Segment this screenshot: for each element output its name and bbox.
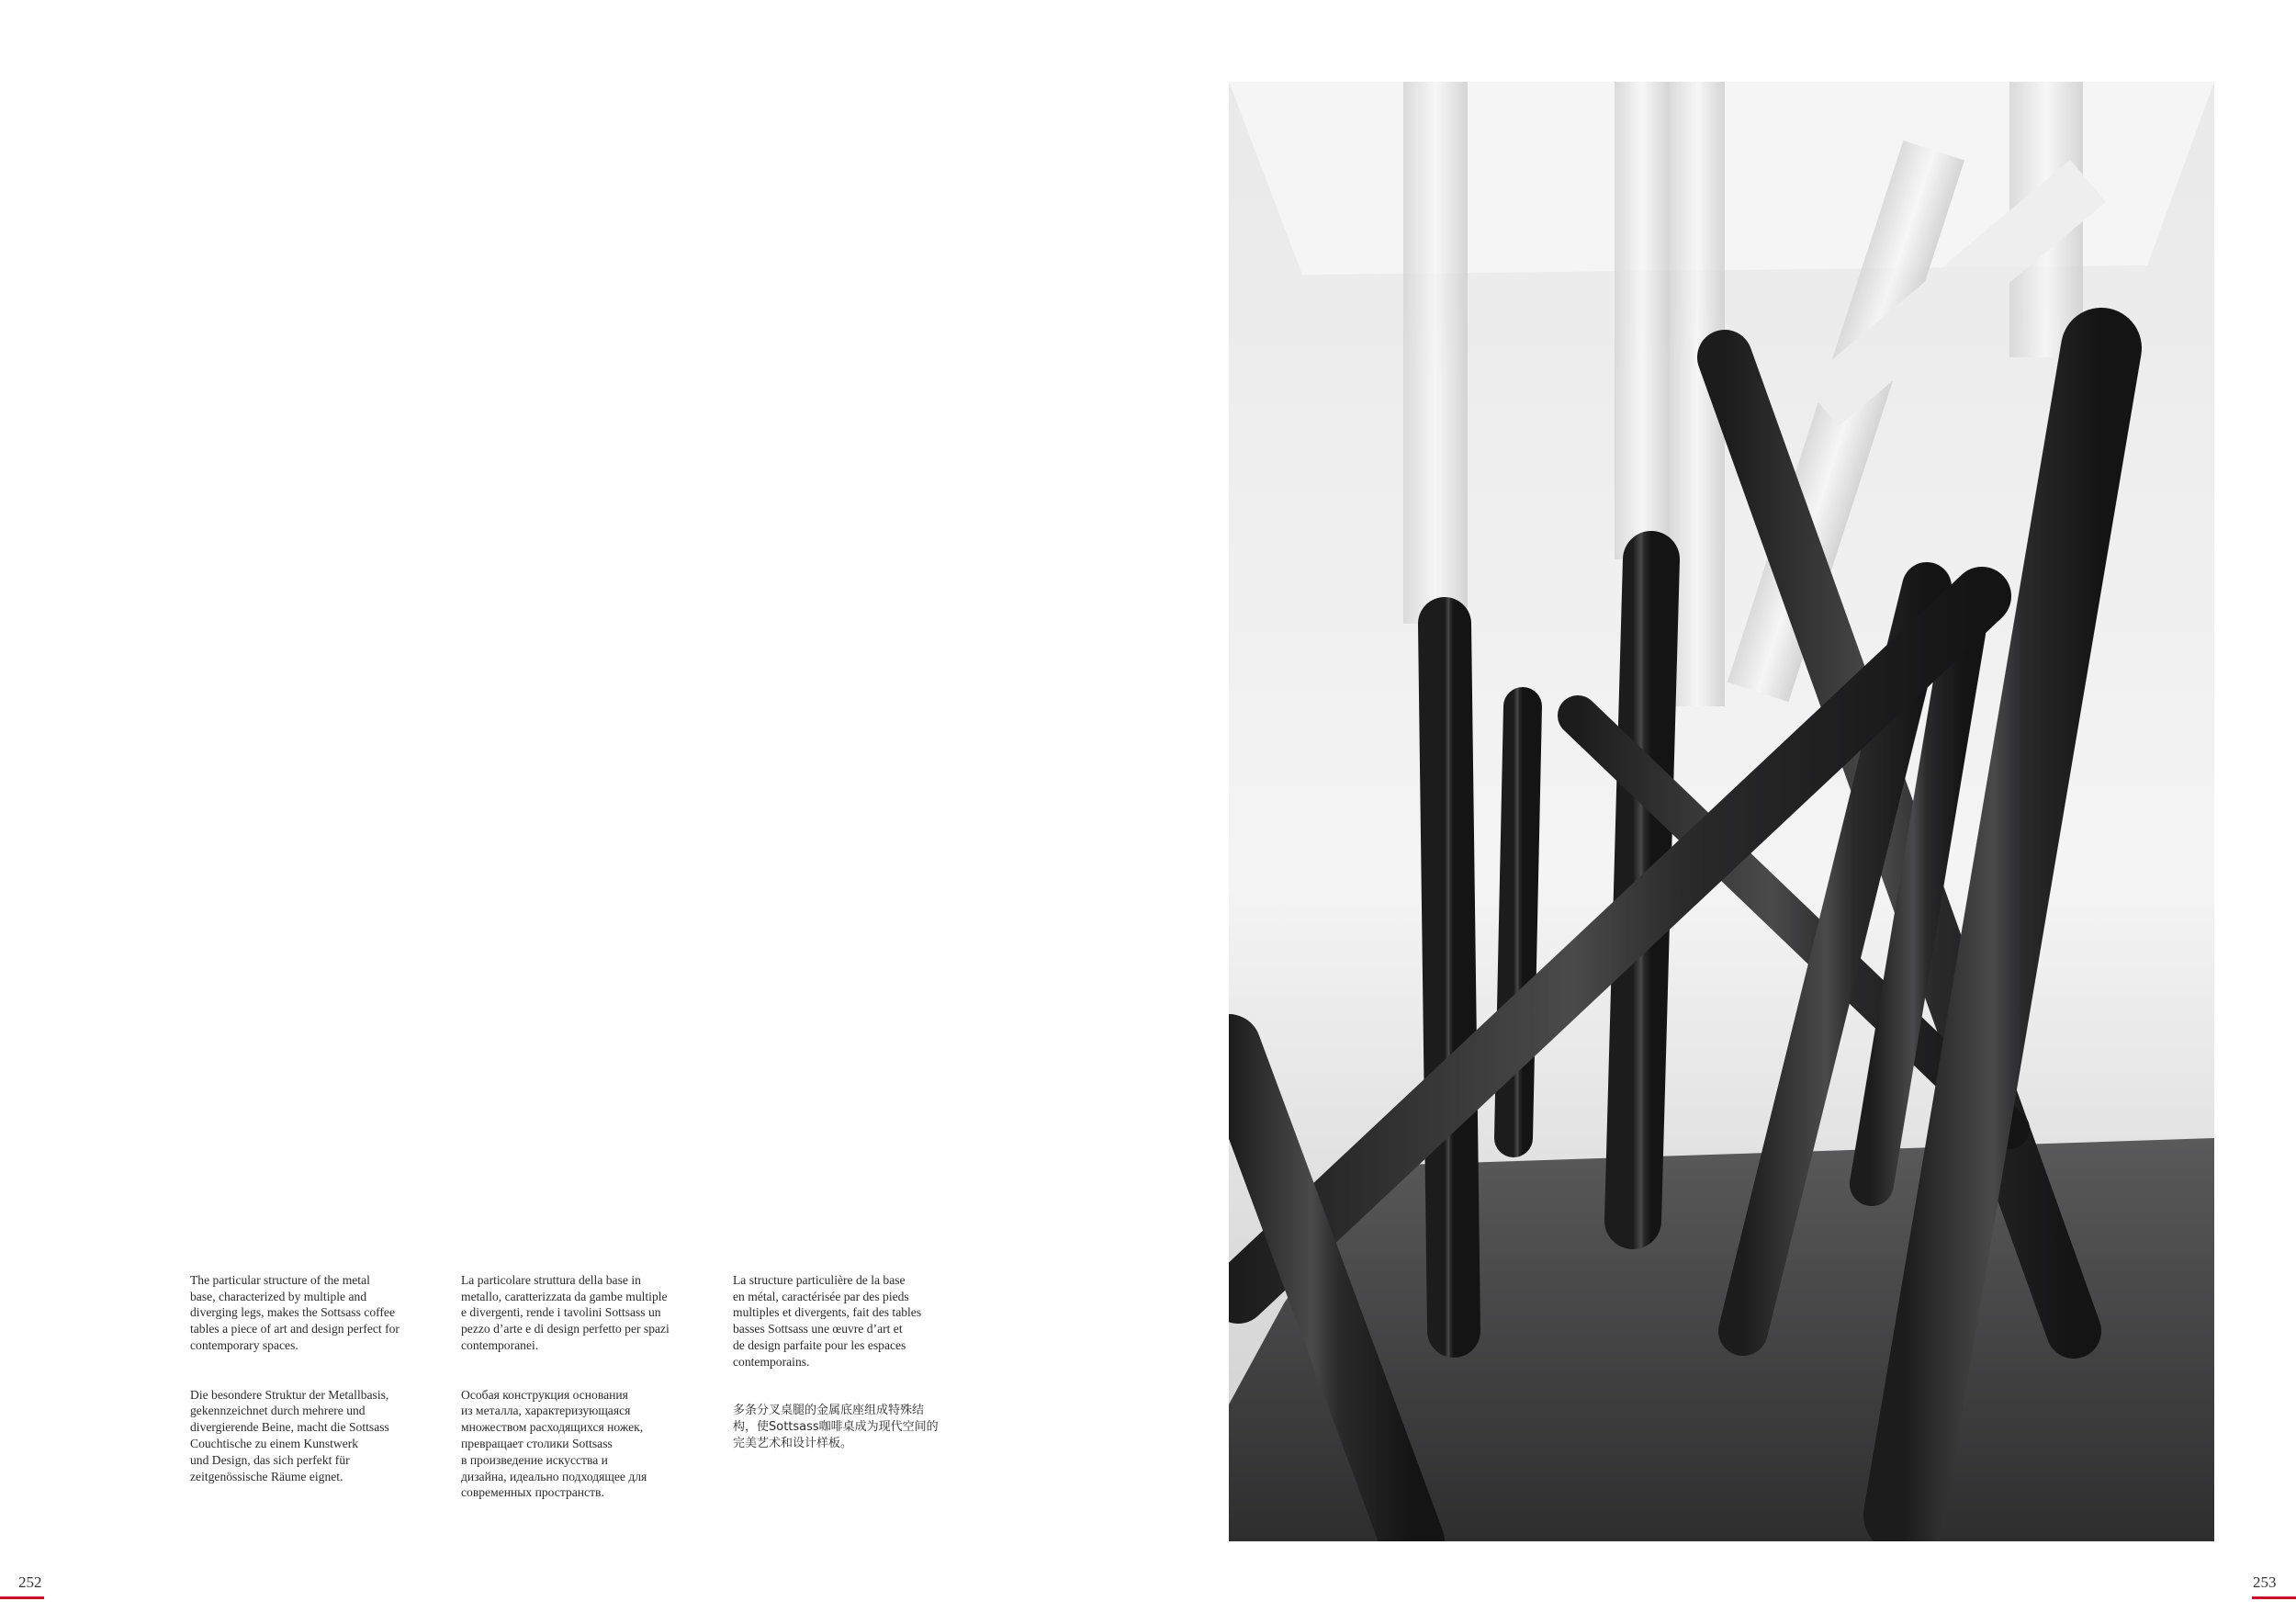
paragraph-french: La structure particulière de la base en métal, caractérisée par des pieds multiples et divergents, fait des tables basses Sottsass une œuvre d’art et de design parfaite pour les espaces contemporains. <box>733 1272 922 1369</box>
paragraph-german: Die besondere Struktur der Metallbasis, gekennzeichnet durch mehrere und divergierende Beine, macht die Sottsass Couchtische zu einem Kunstwerk und Design, das sich perfekt für zeitgenössische Räume eignet. <box>190 1387 389 1483</box>
text-column-3 <box>733 1256 1008 1485</box>
page-number-left: 252 <box>18 1573 42 1591</box>
text-column-1 <box>190 1256 466 1517</box>
page-rule-left <box>0 1596 44 1599</box>
paragraph-english: The particular structure of the metal base, characterized by multiple and diverging legs, makes the Sottsass coffee tables a piece of art and design perfect for contemporary spaces. <box>190 1272 400 1352</box>
paragraph-russian: Особая конструкция основания из металла, характеризующаяся множеством расходящихся ножек, превращает столики Sottsass в произведение искусства и дизайна, идеально подходящее для современных пространств. <box>461 1387 647 1500</box>
paragraph-italian: La particolare struttura della base in metallo, caratterizzata da gambe multiple e divergenti, rende i tavolini Sottsass un pezzo d’arte e di design perfetto per spazi contemporanei. <box>461 1272 670 1352</box>
page-number-right: 253 <box>2253 1573 2277 1591</box>
page-rule-right <box>2252 1596 2296 1599</box>
product-photo <box>1229 82 2214 1541</box>
text-column-2 <box>461 1256 737 1534</box>
paragraph-chinese: 多条分叉桌腿的金属底座组成特殊结 构，使Sottsass咖啡桌成为现代空间的 完美艺术和设计样板。 <box>733 1404 939 1451</box>
